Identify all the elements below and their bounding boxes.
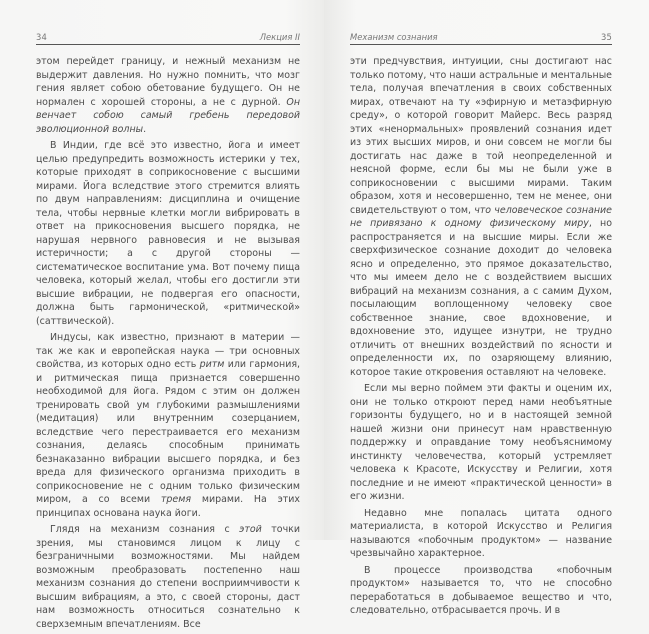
running-head: Механизм сознания: [350, 32, 438, 42]
paragraph: [36, 331, 300, 520]
text: Индусы, как известно, признают в материи — так же как и европейская наука — три основных свойства, из которых одно есть: [36, 332, 300, 370]
page-number: 34: [36, 32, 48, 42]
text: эти предчувствия, интуиции, сны достигают нас только потому, что наши астральные и ментальные тела, получая впечатления в своих собственных мирах, отвечают на ту «эфирную и метаэфирную среду», о которой говорит Майерс. Весь разряд этих «ненормальных» проявлений сознания идет из этих высших миров, и они совсем не могли бы достигать нас даже в той неопределенной и неясной форме, если бы мы не были уже в соприкосновении с высшими мирами. Таким образом, хотя и несовершенно, тем не менее, они свидетельствуют о том,: [350, 56, 612, 216]
right-page-body: [350, 55, 612, 621]
italic-text: что человеческое сознание не привязано к одному физическому миру: [350, 204, 612, 229]
text: .: [143, 123, 147, 135]
text: мирами. На этих принципах основана наука йоги.: [36, 494, 300, 519]
paragraph: [350, 507, 612, 561]
text: Если мы верно поймем эти факты и оценим их, они не только откроют перед нами необъятные горизонты будущего, но и в настоящей земной нашей жизни они принесут нам нравственную поддержку и оправдание тому необъяснимому инстинкту человечества, который устремляет человека к Красоте, Искусству и Религии, хотя последние и не имеют «практической ценности» в его жизни.: [350, 383, 612, 502]
text: или гармония, и ритмическая пища признается совершенно необходимой для йога. Рядом с этим он должен тренировать свой ум глубокими размышлениями (медитация) или внутренним созерцанием, вследствие чего перестраивается его механизм сознания, делаясь способным принимать безнаказанно вибрации высшего порядка, и без вреда для физического организма приходить в соприкосновение не с одним только физическим миром, а со всеми: [36, 359, 301, 505]
text: этом перейдет границу, и нежный механизм не выдержит давления. Но нужно помнить, что мозг гения являет собою обетование будущего. Он не нормален с хорошей стороны, а не с дурной.: [36, 56, 300, 108]
page-number: 35: [600, 32, 612, 42]
text: В Индии, где всё это известно, йога и имеет целью предупредить возможность истерики у тех, которые приходят в соприкосновение с высшими мирами. Йога вследствие этого стремится влиять по двум направлениям: дисциплина и очищение тела, чтобы нервные клетки могли вибрировать в ответ на прикосновения высшего порядка, не нарушая нервного равновесия и не вызывая истеричности; а с другой стороны — систематическое воспитание ума. Вот почему пища человека, который желал, чтобы его достигли эти высшие вибрации, не подвергая его опасности, должна быть гармонической, «ритмической» (саттвической).: [36, 140, 300, 327]
italic-text: этой: [239, 524, 262, 535]
paragraph: [350, 382, 612, 504]
text: точки зрения, мы становимся лицом к лицу с безграничными возможностями. Мы найдем возможным преобразовать постепенно наш механизм сознания до степени восприимчивости к высшим вибрациям, а это, с своей стороны, даст нам возможность относиться сознательно к сверхземным впечатлениям. Все: [36, 524, 300, 630]
paragraph: [350, 55, 612, 379]
text: , но распространяется и на высшие миры. Если же сверхфизическое сознание доходит до человека ясно и определенно, это прямое доказательство, что мы имеем дело не с воздействием высших вибраций на механизм сознания, а с самим Духом, посылающим воплощенному человеку свое собственное знание, свое вдохновение, и вдохновение это, идущее изнутри, не трудно отличить от внешних воздействий по ясности и определенности их, по озаряющему влиянию, которое такие откровения оставляют на человеке.: [350, 218, 612, 378]
left-page-header: [36, 28, 300, 45]
italic-text: Он венчает собою самый гребень передовой эволюционной волны: [36, 96, 300, 135]
text: Глядя на механизм сознания с: [50, 524, 240, 535]
paragraph: [36, 55, 300, 136]
text: Недавно мне попалась цитата одного материалиста, в которой Искусство и Религия называются «побочным продуктом» — название чрезвычайно характерное.: [350, 507, 612, 559]
text: В процессе производства «побочным продуктом» называется то, что не способно переработаться в добываемое вещество и что, следовательно, отбрасывается прочь. И в: [350, 564, 612, 616]
right-page: [324, 0, 649, 616]
left-page: [0, 0, 324, 630]
right-page-header: [350, 28, 612, 45]
italic-text: тремя: [160, 494, 192, 505]
italic-text: ритм: [199, 359, 225, 370]
paragraph: [36, 523, 300, 631]
left-page-body: [36, 55, 300, 634]
paragraph: [36, 139, 300, 328]
paragraph: [350, 564, 612, 618]
running-head: Лекция II: [259, 32, 300, 42]
